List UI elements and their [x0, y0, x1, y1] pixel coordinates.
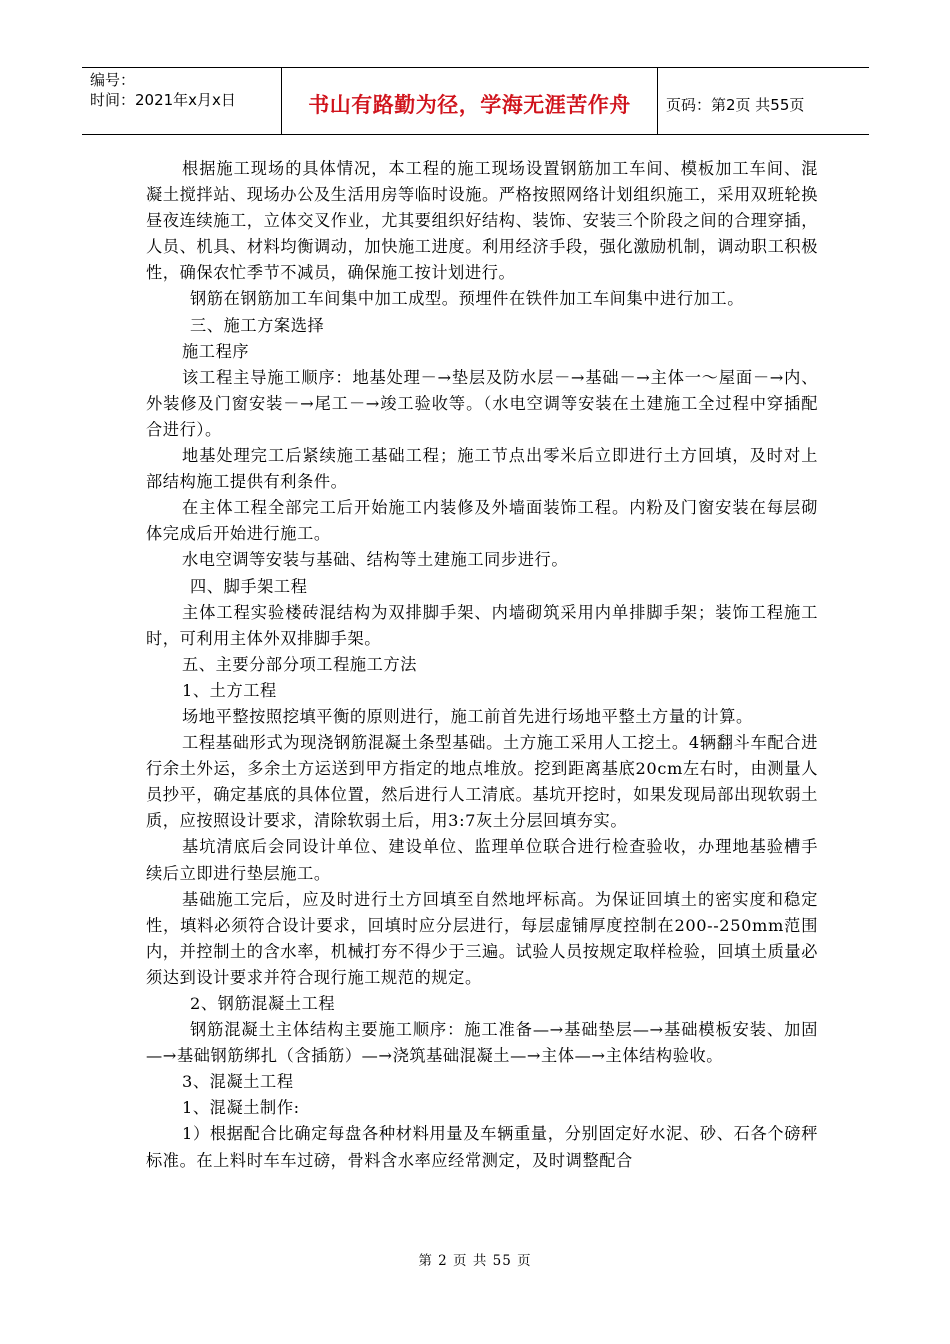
paragraph: 基础施工完后，应及时进行土方回填至自然地坪标高。为保证回填土的密实度和稳定性，填料必须符合设计要求，回填时应分层进行，每层虚铺厚度控制在200--250mm范围内，并控制土的含水率，机械打夯不得少于三遍。试验人员按规定取样检验，回填土质量必须达到设计要求并符合现行施工规范的规定。 — [146, 889, 818, 987]
subsection-heading: 2、钢筋混凝土工程 — [190, 994, 336, 1013]
paragraph: 场地平整按照挖填平衡的原则进行，施工前首先进行场地平整土方量的计算。 — [182, 706, 753, 726]
paragraph: 该工程主导施工顺序：地基处理－→垫层及防水层－→基础－→主体一～屋面－→内、外装修及门窗安装－→尾工－→竣工验收等。（水电空调等安装在土建施工全过程中穿插配合进行）。 — [146, 367, 818, 439]
page-header — [82, 67, 869, 135]
paragraph: 钢筋混凝土主体结构主要施工顺序：施工准备—→基础垫层—→基础模板安装、加固—→基础钢筋绑扎（含插筋）—→浇筑基础混凝土—→主体—→主体结构验收。 — [146, 1020, 818, 1066]
paragraph: 根据施工现场的具体情况，本工程的施工现场设置钢筋加工车间、模板加工车间、混凝土搅拌站、现场办公及生活用房等临时设施。严格按照网络计划组织施工，采用双班轮换昼夜连续施工，立体交叉作业，尤其要组织好结构、装饰、安装三个阶段之间的合理穿插，人员、机具、材料均衡调动，加快施工进度。利用经济手段，强化激励机制，调动职工积极性，确保农忙季节不减员，确保施工按计划进行。 — [146, 159, 818, 283]
subsection-heading: 1、混凝土制作: — [182, 1098, 300, 1118]
subsection-heading: 1、土方工程 — [182, 680, 277, 700]
header-motto: 书山有路勤为径，学海无涯苦作舟 — [282, 68, 658, 134]
header-info-cell — [82, 68, 282, 134]
paragraph: 基坑清底后会同设计单位、建设单位、监理单位联合进行检查验收，办理地基验槽手续后立即进行垫层施工。 — [146, 837, 818, 883]
section-heading: 三、施工方案选择 — [190, 315, 325, 335]
document-number-label: 编号： — [90, 71, 136, 89]
paragraph: 地基处理完工后紧续施工基础工程；施工节点出零米后立即进行土方回填，及时对上部结构施工提供有利条件。 — [146, 446, 818, 492]
paragraph: 钢筋在钢筋加工车间集中加工成型。预埋件在铁件加工车间集中进行加工。 — [190, 289, 744, 309]
paragraph: 主体工程实验楼砖混结构为双排脚手架、内墙砌筑采用内单排脚手架；装饰工程施工时，可利用主体外双排脚手架。 — [146, 602, 818, 648]
header-page-number: 页码：第2页 共55页 — [666, 95, 805, 114]
paragraph: 水电空调等安装与基础、结构等土建施工同步进行。 — [182, 550, 569, 570]
section-heading: 四、脚手架工程 — [190, 576, 308, 596]
subsection-heading: 施工程序 — [182, 341, 250, 361]
document-body — [146, 156, 818, 1174]
page-footer: 第 2 页 共 55 页 — [418, 1253, 532, 1269]
section-heading: 五、主要分部分项工程施工方法 — [182, 654, 418, 674]
paragraph: 在主体工程全部完工后开始施工内装修及外墙面装饰工程。内粉及门窗安装在每层砌体完成后开始进行施工。 — [146, 498, 818, 544]
paragraph: 1）根据配合比确定每盘各种材料用量及车辆重量，分别固定好水泥、砂、石各个磅秤标准。在上料时车车过磅，骨料含水率应经常测定，及时调整配合 — [146, 1124, 818, 1170]
document-time-label: 时间：2021年x月x日 — [90, 91, 236, 109]
paragraph: 工程基础形式为现浇钢筋混凝土条型基础。土方施工采用人工挖土。4辆翻斗车配合进行余土外运，多余土方运送到甲方指定的地点堆放。挖到距离基底20cm左右时，由测量人员抄平，确定基底的具体位置，然后进行人工清底。基坑开挖时，如果发现局部出现软弱土质，应按照设计要求，清除软弱土后，用3:7灰土分层回填夯实。 — [146, 733, 818, 831]
subsection-heading: 3、混凝土工程 — [182, 1072, 294, 1092]
